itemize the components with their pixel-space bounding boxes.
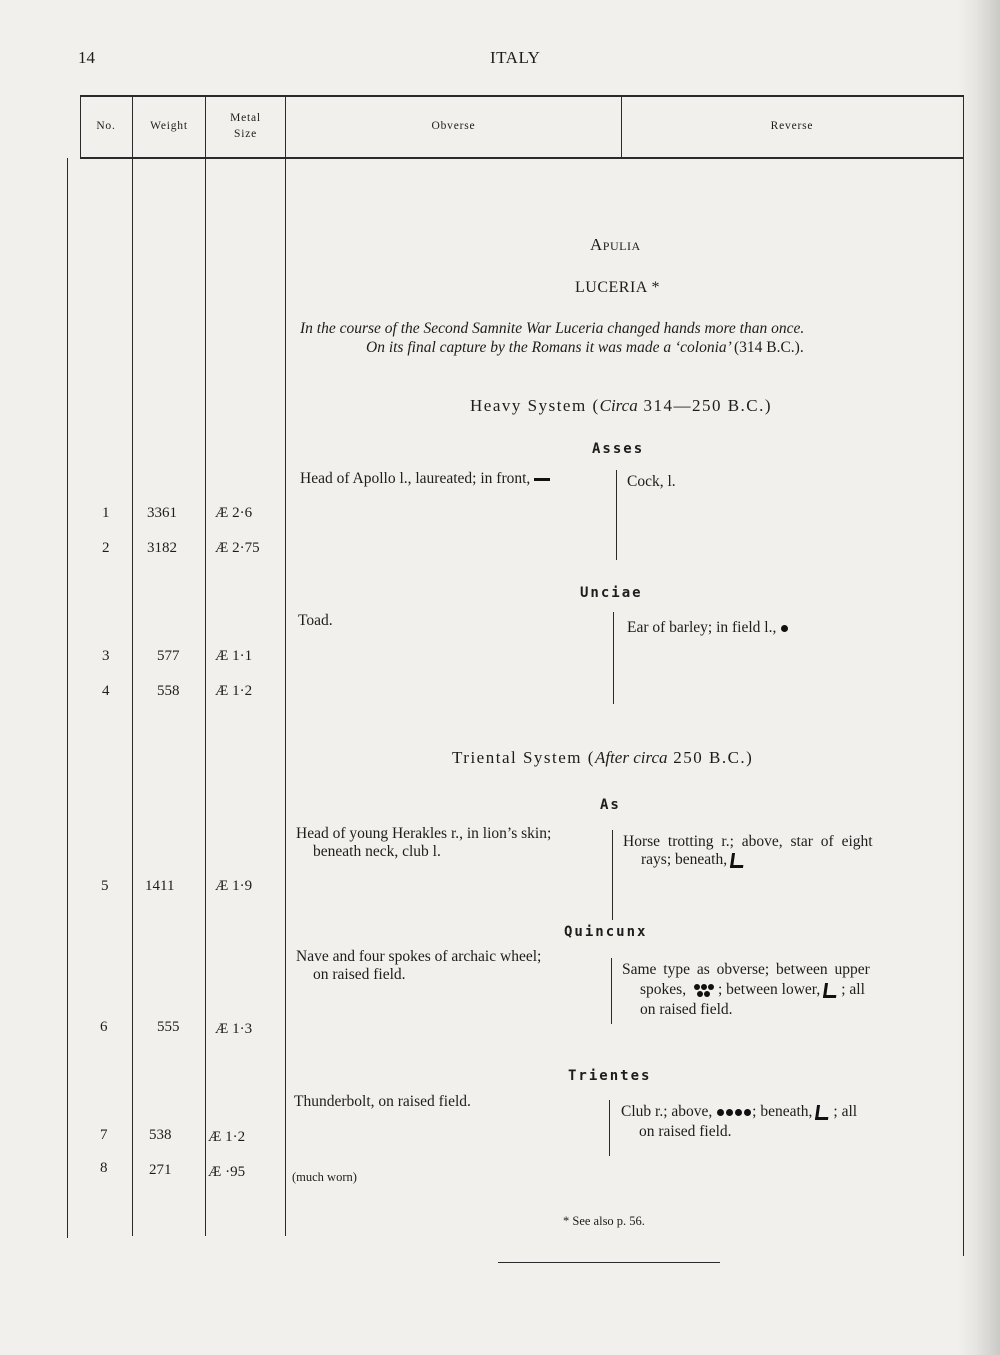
coin-number: 3 [102,648,110,664]
denomination-trientes: Trientes [568,1068,652,1084]
column-header-no: No. [96,120,116,132]
coin-number: 8 [100,1160,108,1176]
column-divider-no [132,96,133,1236]
obverse-description: Thunderbolt, on raised field. [294,1093,471,1110]
coin-metal-size: Æ 1·1 [215,648,253,664]
column-divider-weight [205,96,206,1236]
coin-weight: 555 [157,1019,180,1035]
column-header-weight: Weight [150,120,188,132]
coin-number: 6 [100,1019,108,1035]
bottom-rule [498,1262,720,1263]
system-heading-triental: Triental System (After circa 250 B.C.) [452,748,754,767]
obverse-description: Nave and four spokes of archaic wheel; on raised field. [296,948,542,983]
table-top-rule [80,95,964,97]
reverse-description: Horse trotting r.; above, star of eight rays; beneath, [623,833,873,868]
page-number: 14 [78,48,95,67]
table-left-edge-lower [67,158,68,1238]
column-header-reverse: Reverse [770,120,814,132]
denomination-as: As [600,797,621,813]
obverse-description: Head of young Herakles r., in lion’s skin; beneath neck, club l. [296,825,552,860]
intro-line-1: In the course of the Second Samnite War Luceria changed hands more than once. [300,320,805,337]
obverse-reverse-divider [613,612,614,704]
obverse-reverse-divider [611,958,612,1024]
table-right-edge [963,96,964,1256]
coin-metal-size: Æ 1·9 [215,878,253,894]
l-monogram-icon [730,853,745,868]
coin-metal-size: Æ 2·6 [215,505,253,521]
reverse-description: Ear of barley; in field l., [627,619,789,637]
coin-weight: 577 [157,648,180,664]
column-header-obverse: Obverse [431,120,476,132]
coin-number: 7 [100,1127,108,1143]
coin-metal-size: Æ 2·75 [215,540,260,556]
coin-number: 1 [102,505,110,521]
column-header-metal-size: Metal Size [230,112,261,140]
coin-number: 5 [101,878,109,894]
coin-metal-size: Æ 1·2 [208,1129,246,1145]
denomination-quincunx: Quincunx [564,924,648,940]
coin-number: 4 [102,683,110,699]
pellet-icon [781,625,788,632]
obverse-reverse-divider [609,1100,610,1156]
coin-number: 2 [102,540,110,556]
obverse-description: Toad. [298,612,333,629]
column-divider-metal [285,96,286,1236]
coin-weight: 1411 [145,878,175,894]
coin-weight: 3182 [147,540,177,556]
denomination-unciae: Unciae [580,585,643,601]
region-title: Apulia [590,235,641,254]
system-heading-heavy: Heavy System (Circa 314—250 B.C.) [470,396,773,415]
coin-metal-size: Æ 1·2 [215,683,253,699]
coin-weight: 558 [157,683,180,699]
city-title: LUCERIA * [575,279,660,296]
intro-line-2: On its final capture by the Romans it was made a ‘colonia’ (314 B.C.). [366,339,804,356]
obverse-note: (much worn) [292,1170,357,1184]
reverse-description: Cock, l. [627,473,676,490]
coin-metal-size: Æ ·95 [208,1164,246,1180]
footnote: * See also p. 56. [563,1214,645,1228]
coin-metal-size: Æ 1·3 [215,1021,253,1037]
coin-weight: 538 [149,1127,172,1143]
denomination-asses: Asses [592,441,645,457]
obverse-description: Head of Apollo l., laureated; in front, [300,470,550,488]
reverse-description: Same type as obverse; between upper spokes, ; between lower, ; all on raised field. [622,961,870,1018]
dash-symbol-icon [534,478,550,481]
table-header-bottom-rule [80,157,964,159]
l-monogram-icon [823,983,838,998]
coin-weight: 3361 [147,505,177,521]
five-pellets-icon [690,984,718,997]
running-title: ITALY [490,48,541,67]
obverse-reverse-divider [612,830,613,920]
reverse-description: Club r.; above, ; beneath, ; all on raised field. [621,1103,858,1140]
page-edge-shadow [958,0,1000,1355]
four-pellets-icon [716,1103,752,1120]
l-monogram-icon [815,1105,830,1120]
obverse-reverse-divider [616,470,617,560]
coin-weight: 271 [149,1162,172,1178]
